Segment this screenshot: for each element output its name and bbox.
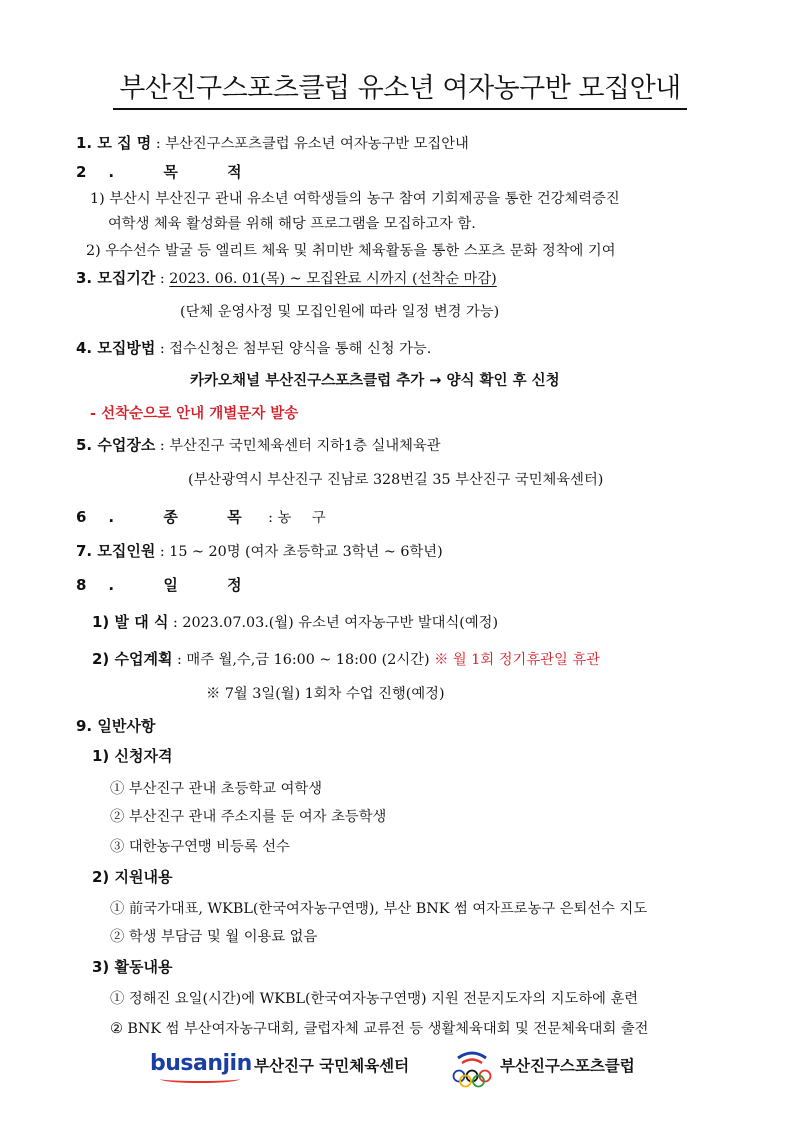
- page-title: 부산진구스포츠클럽 유소년 여자농구반 모집안내: [113, 66, 686, 110]
- section-9-activity-item-2: ② BNK 썸 부산여자농구대회, 클럽자체 교류전 등 생활체육대회 및 전문체육대회 출전: [110, 1021, 649, 1037]
- section-9-activity-label: 3) 활동내용: [92, 958, 173, 976]
- section-9-qual-item-1: ① 부산진구 관내 초등학교 여학생: [110, 781, 323, 797]
- section-7: [76, 541, 443, 562]
- sports-club-rings-icon: [450, 1048, 494, 1088]
- section-9-label: 9. 일반사항: [76, 717, 156, 735]
- section-4-notice: - 선착순으로 안내 개별문자 발송: [90, 406, 299, 422]
- section-8-plan-text: 매주 월,수,금 16:00 ~ 18:00 (2시간): [186, 652, 430, 668]
- section-2-item-2: 2) 우수선수 발굴 등 엘리트 체육 및 취미반 체육활동을 통한 스포츠 문화 정착에 기여: [86, 243, 616, 259]
- section-5-label: 5. 수업장소: [76, 436, 156, 454]
- section-6: [76, 507, 334, 528]
- section-6-label: 6. 종 목: [76, 508, 264, 526]
- section-8-plan-sep: :: [177, 652, 182, 668]
- section-9-qual-label: 1) 신청자격: [92, 747, 173, 765]
- section-5-text: 부산진구 국민체육센터 지하1층 실내체육관: [169, 438, 441, 454]
- section-2-item-1-cont: 여학생 체육 활성화를 위해 해당 프로그램을 모집하고자 함.: [108, 216, 476, 232]
- section-6-sep: :: [268, 510, 273, 526]
- section-1-label: 1. 모 집 명: [76, 134, 152, 152]
- section-6-text: 농 구: [277, 510, 334, 526]
- footer-club-name: 부산진구스포츠클럽: [500, 1057, 635, 1075]
- section-7-sep: :: [159, 544, 165, 560]
- section-8-plan-note: ※ 7월 3일(월) 1회차 수업 진행(예정): [206, 686, 445, 702]
- section-9-support-item-1: ① 前국가대표, WKBL(한국여자농구연맹), 부산 BNK 썸 여자프로농구 은퇴선수 지도: [110, 901, 648, 917]
- page-title-wrap: [0, 66, 800, 110]
- section-1-text: 부산진구스포츠클럽 유소년 여자농구반 모집안내: [165, 136, 469, 152]
- section-8-plan: [92, 649, 600, 670]
- section-5-address: (부산광역시 부산진구 진남로 328번길 35 부산진구 국민체육센터): [188, 472, 604, 488]
- section-8-launch: [92, 612, 498, 633]
- section-1-sep: :: [155, 136, 161, 152]
- section-8-launch-sep: :: [172, 615, 178, 631]
- section-4: [76, 338, 431, 359]
- section-4-text: 접수신청은 첨부된 양식을 통해 신청 가능.: [169, 341, 432, 357]
- section-2: [76, 162, 264, 183]
- section-4-label: 4. 모집방법: [76, 339, 156, 357]
- section-9-qual-item-2: ② 부산진구 관내 주소지를 둔 여자 초등학생: [110, 809, 387, 825]
- section-7-text: 15 ~ 20명 (여자 초등학교 3학년 ~ 6학년): [169, 544, 443, 560]
- section-3-sep: :: [159, 271, 165, 287]
- footer-center-name: 부산진구 국민체육센터: [254, 1057, 410, 1075]
- section-9-activity-item-1: ① 정해진 요일(시간)에 WKBL(한국여자농구연맹) 지원 전문지도자의 지도하에 훈련: [110, 991, 639, 1007]
- section-9: [76, 716, 155, 737]
- section-3-label: 3. 모집기간: [76, 269, 156, 287]
- section-8-plan-closure: ※ 월 1회 정기휴관일 휴관: [434, 652, 600, 668]
- section-3-note: (단체 운영사정 및 모집인원에 따라 일정 변경 가능): [180, 304, 500, 320]
- section-5: [76, 435, 441, 456]
- section-9-qual-item-3: ③ 대한농구연맹 비등록 선수: [110, 839, 290, 855]
- section-8-label: 8. 일 정: [76, 576, 264, 594]
- section-8-launch-label: 1) 발 대 식: [92, 613, 169, 631]
- section-3: [76, 268, 497, 289]
- section-9-support-item-2: ② 학생 부담금 및 월 이용료 없음: [110, 929, 318, 945]
- section-2-label: 2. 목 적: [76, 163, 264, 181]
- section-1: [76, 133, 469, 154]
- section-3-text: 2023. 06. 01(목) ~ 모집완료 시까지 (선착순 마감): [169, 271, 497, 287]
- busanjin-logo: [150, 1051, 252, 1076]
- section-7-label: 7. 모집인원: [76, 542, 156, 560]
- section-9-support-label: 2) 지원내용: [92, 868, 173, 886]
- section-2-item-1: 1) 부산시 부산진구 관내 유소년 여학생들의 농구 참여 기회제공을 통한 건강체력증진: [90, 191, 620, 207]
- section-8-launch-text: 2023.07.03.(월) 유소년 여자농구반 발대식(예정): [182, 615, 499, 631]
- section-5-sep: :: [159, 438, 165, 454]
- section-4-kakao: 카카오채널 부산진구스포츠클럽 추가 → 양식 확인 후 신청: [190, 373, 560, 389]
- section-4-sep: :: [159, 341, 165, 357]
- footer: [150, 1048, 670, 1088]
- busanjin-logo-text: busanjin: [150, 1051, 252, 1076]
- section-8: [76, 575, 264, 596]
- section-8-plan-label: 2) 수업계획: [92, 650, 173, 668]
